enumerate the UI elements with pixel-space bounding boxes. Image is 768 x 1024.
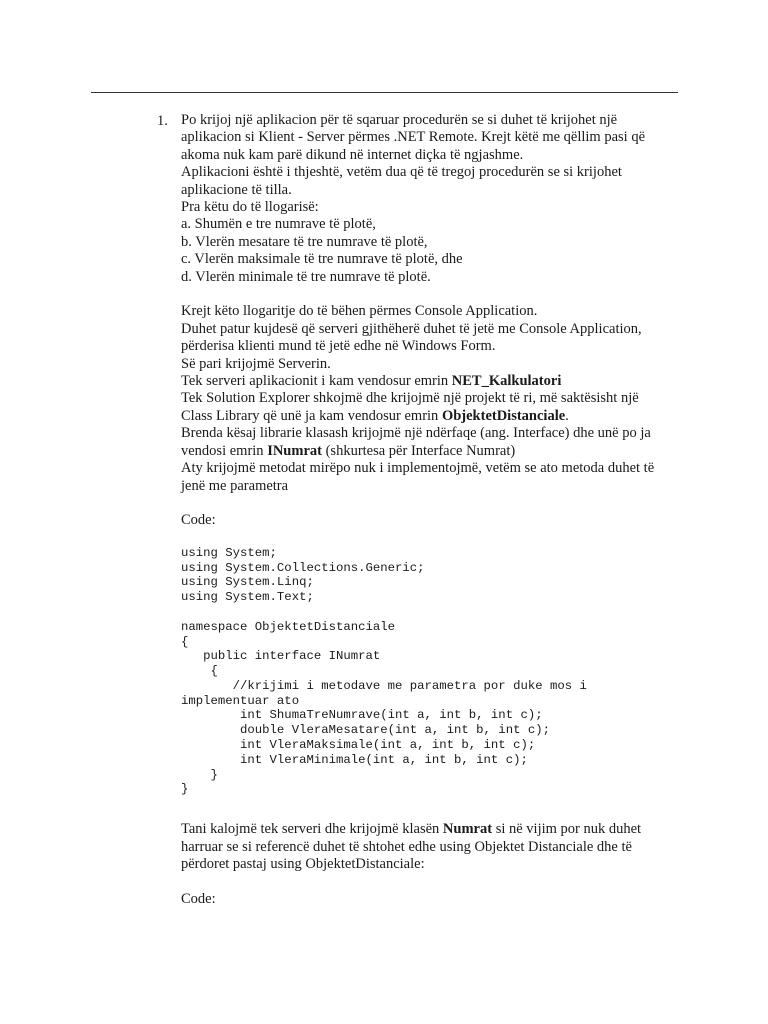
code-line: }: [181, 782, 189, 797]
spacer: [181, 873, 681, 890]
text-line: aplikacione të tilla.: [181, 181, 292, 198]
spacer: [181, 797, 681, 821]
sub-list-item: c. Vlerën maksimale të tre numrave të plotë, dhe: [181, 251, 463, 268]
spacer: [181, 495, 681, 512]
text-line: [181, 443, 681, 460]
text-line: harruar se si referencë duhet të shtohet edhe using Objektet Distanciale dhe të: [181, 838, 632, 855]
text-line: Brenda kësaj librarie klasash krijojmë një ndërfaqe (ang. Interface) dhe unë po ja: [181, 425, 651, 442]
code-line: int VleraMinimale(int a, int b, int c);: [181, 752, 528, 767]
text-line: përderisa klienti mund të jetë edhe në Windows Form.: [181, 338, 496, 355]
text-span: .: [565, 407, 569, 424]
code-line: //krijimi i metodave me parametra por duke mos i: [181, 678, 587, 693]
client-paragraph: [181, 821, 681, 873]
text-span: (shkurtesa për Interface Numrat): [321, 442, 516, 459]
text-line: Aplikacioni është i thjeshtë, vetëm dua që të tregoj procedurën se si krijohet: [181, 164, 622, 181]
code-line: {: [181, 634, 189, 649]
text-span: si në vijim por nuk duhet: [492, 821, 642, 838]
text-line: Tek Solution Explorer shkojmë dhe krijojmë një projekt të ri, më saktësisht një: [181, 390, 639, 407]
code-line: implementuar ato: [181, 693, 300, 708]
spacer: [181, 530, 681, 546]
intro-paragraph: [181, 112, 681, 286]
text-span: Tek serveri aplikacionit i kam vendosur emrin: [181, 373, 452, 390]
text-line: Pra këtu do të llogarisë:: [181, 199, 319, 216]
code-block: [181, 546, 681, 798]
text-line: akoma nuk kam parë dikund në internet diçka të ngjashme.: [181, 146, 524, 163]
class-name: Numrat: [442, 821, 493, 838]
horizontal-rule: [91, 92, 678, 93]
text-span: vendosi emrin: [181, 442, 268, 459]
text-span: Class Library që unë ja kam vendosur emrin: [181, 407, 442, 424]
code-line: using System.Collections.Generic;: [181, 560, 425, 575]
code-line: {: [181, 664, 218, 679]
interface-name: INumrat: [267, 442, 322, 459]
library-name: ObjektetDistanciale: [441, 407, 566, 424]
text-line: [181, 408, 681, 425]
text-line: Krejt këto llogaritje do të bëhen përmes Console Application.: [181, 303, 538, 320]
code-label: Code:: [181, 890, 216, 907]
code-line: int ShumaTreNumrave(int a, int b, int c);: [181, 708, 543, 723]
code-line: }: [181, 767, 218, 782]
code-line: using System;: [181, 545, 277, 560]
text-line: Aty krijojmë metodat mirëpo nuk i implementojmë, vetëm se ato metoda duhet të: [181, 460, 655, 477]
sub-list-item: b. Vlerën mesatare të tre numrave të plotë,: [181, 233, 428, 250]
sub-list-item: d. Vlerën minimale të tre numrave të plotë.: [181, 268, 431, 285]
spacer: [181, 286, 681, 303]
text-span: Tani kalojmë tek serveri dhe krijojmë klasën: [181, 821, 443, 838]
text-line: Duhet patur kujdesë që serveri gjithëherë duhet të jetë me Console Application,: [181, 320, 642, 337]
text-line: Po krijoj një aplikacion për të sqaruar procedurën se si duhet të krijohet një: [181, 112, 618, 128]
text-line: Së pari krijojmë Serverin.: [181, 355, 331, 372]
server-paragraph: [181, 303, 681, 494]
code-line: int VleraMaksimale(int a, int b, int c);: [181, 738, 536, 753]
text-line: [181, 821, 681, 838]
code-line: using System.Linq;: [181, 575, 314, 590]
text-line: aplikacion si Klient - Server përmes .NET Remote. Krejt këtë me qëllim pasi që: [181, 129, 645, 146]
code-line: public interface INumrat: [181, 649, 381, 664]
project-name: NET_Kalkulatori: [451, 373, 562, 390]
document-body: [181, 112, 681, 908]
code-line: double VleraMesatare(int a, int b, int c);: [181, 723, 550, 738]
text-line: [181, 373, 681, 390]
text-line: përdoret pastaj using ObjektetDistanciale:: [181, 856, 425, 873]
list-number: 1.: [157, 113, 168, 129]
sub-list-item: a. Shumën e tre numrave të plotë,: [181, 216, 376, 233]
text-line: jenë me parametra: [181, 477, 289, 494]
spacer: [181, 605, 681, 620]
code-line: namespace ObjektetDistanciale: [181, 619, 396, 634]
code-label: Code:: [181, 512, 216, 529]
code-line: using System.Text;: [181, 590, 314, 605]
